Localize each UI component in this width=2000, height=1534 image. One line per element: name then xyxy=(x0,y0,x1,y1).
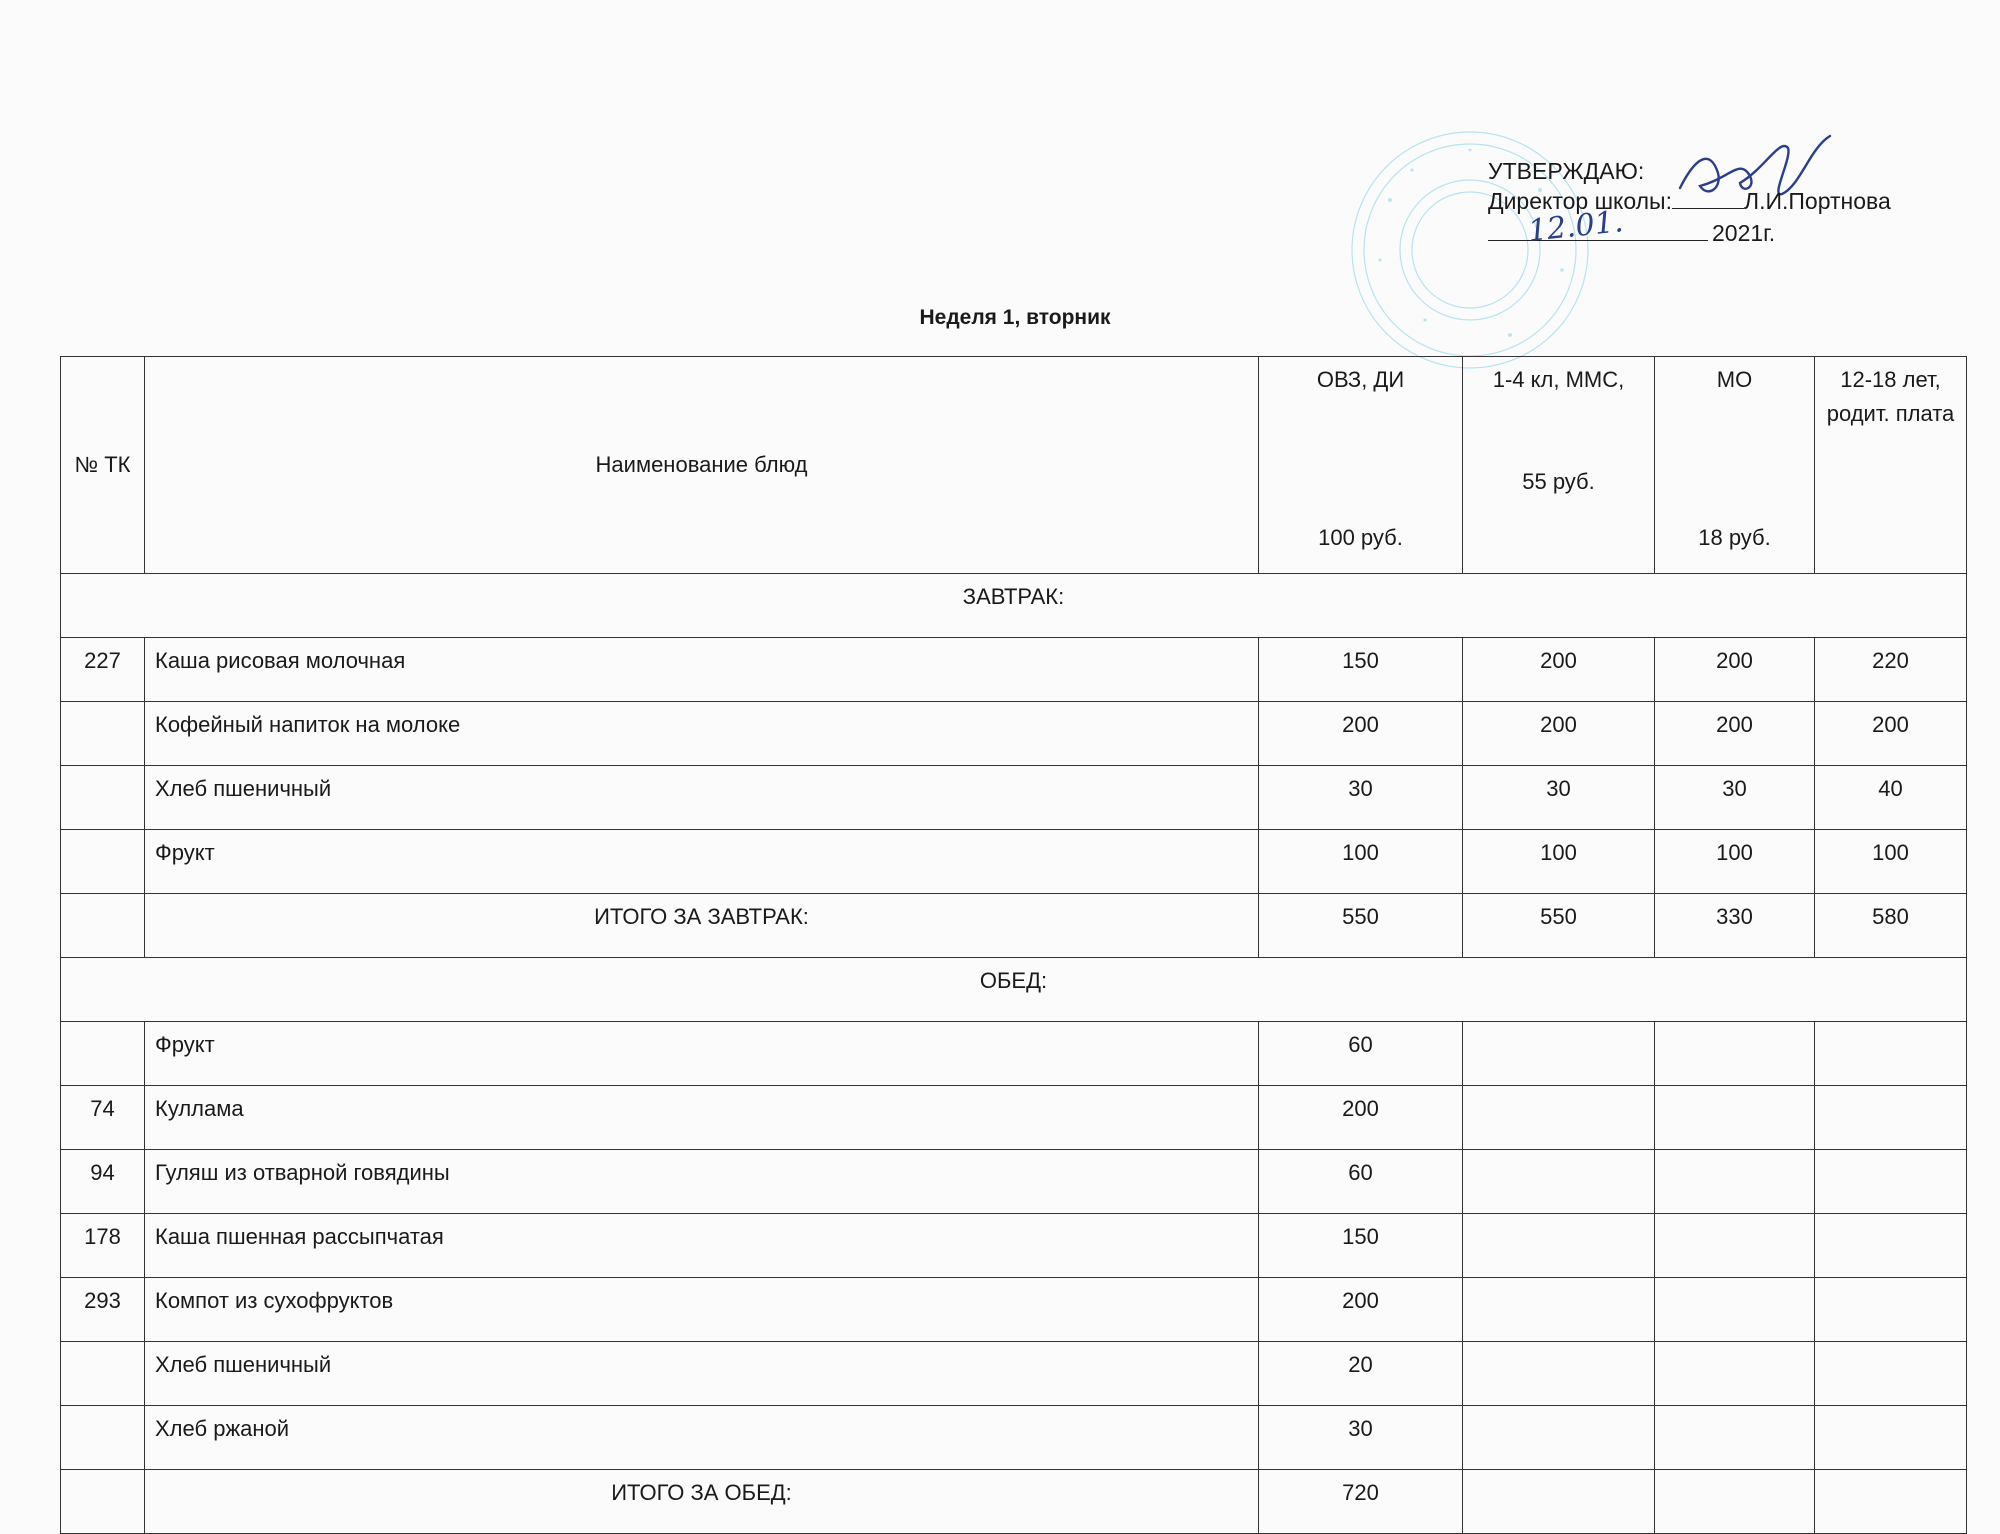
cell-12-18 xyxy=(1815,1406,1967,1470)
cell-tk: 227 xyxy=(61,638,145,702)
total-row-lunch xyxy=(61,1470,1967,1534)
cell-1-4: 30 xyxy=(1463,766,1655,830)
header-ovz xyxy=(1259,357,1463,574)
section-breakfast: ЗАВТРАК: xyxy=(61,574,1967,638)
cell-tk xyxy=(61,1406,145,1470)
header-1-4 xyxy=(1463,357,1655,574)
cell-dish: Компот из сухофруктов xyxy=(145,1278,1259,1342)
table-header-row xyxy=(61,357,1967,574)
cell-mo xyxy=(1655,1022,1815,1086)
breakfast-total-12-18: 580 xyxy=(1815,894,1967,958)
director-name: Л.И.Портнова xyxy=(1743,188,1891,214)
section-row-lunch xyxy=(61,958,1967,1022)
header-dish-name: Наименование блюд xyxy=(145,357,1259,574)
cell-tk: 94 xyxy=(61,1150,145,1214)
cell-tk: 74 xyxy=(61,1086,145,1150)
cell-dish: Хлеб пшеничный xyxy=(145,1342,1259,1406)
cell-1-4 xyxy=(1463,1150,1655,1214)
header-12-18-label: 12-18 лет, родит. плата xyxy=(1826,367,1955,426)
lunch-total-ovz: 720 xyxy=(1259,1470,1463,1534)
lunch-total-mo xyxy=(1655,1470,1815,1534)
cell-1-4: 200 xyxy=(1463,638,1655,702)
cell-tk: 178 xyxy=(61,1214,145,1278)
cell-12-18 xyxy=(1815,1150,1967,1214)
cell-dish: Гуляш из отварной говядины xyxy=(145,1150,1259,1214)
cell-mo: 200 xyxy=(1655,638,1815,702)
cell-tk-empty xyxy=(61,1470,145,1534)
lunch-total-12-18 xyxy=(1815,1470,1967,1534)
cell-mo: 100 xyxy=(1655,830,1815,894)
cell-ovz: 60 xyxy=(1259,1022,1463,1086)
cell-dish: Хлеб пшеничный xyxy=(145,766,1259,830)
breakfast-total-mo: 330 xyxy=(1655,894,1815,958)
handwritten-date: 12.01. xyxy=(1526,204,1625,249)
table-row xyxy=(61,1214,1967,1278)
cell-tk xyxy=(61,702,145,766)
cell-ovz: 20 xyxy=(1259,1342,1463,1406)
header-mo xyxy=(1655,357,1815,574)
breakfast-total-ovz: 550 xyxy=(1259,894,1463,958)
cell-mo xyxy=(1655,1086,1815,1150)
total-row-breakfast xyxy=(61,894,1967,958)
breakfast-total-1-4: 550 xyxy=(1463,894,1655,958)
table-row xyxy=(61,1150,1967,1214)
cell-1-4 xyxy=(1463,1022,1655,1086)
header-mo-label: МО xyxy=(1716,367,1753,392)
cell-mo xyxy=(1655,1214,1815,1278)
cell-tk xyxy=(61,1342,145,1406)
cell-ovz: 200 xyxy=(1259,1086,1463,1150)
approval-heading: УТВЕРЖДАЮ: xyxy=(1488,158,1645,184)
header-tk: № ТК xyxy=(61,357,145,574)
lunch-total-label: ИТОГО ЗА ОБЕД: xyxy=(145,1470,1259,1534)
cell-12-18 xyxy=(1815,1086,1967,1150)
cell-dish: Каша пшенная рассыпчатая xyxy=(145,1214,1259,1278)
table-row xyxy=(61,638,1967,702)
menu-table xyxy=(60,356,1967,1534)
cell-1-4 xyxy=(1463,1086,1655,1150)
cell-ovz: 200 xyxy=(1259,1278,1463,1342)
cell-mo xyxy=(1655,1150,1815,1214)
cell-mo: 200 xyxy=(1655,702,1815,766)
cell-dish: Кофейный напиток на молоке xyxy=(145,702,1259,766)
header-1-4-label: 1-4 кл, ММС, xyxy=(1492,367,1625,392)
cell-1-4 xyxy=(1463,1214,1655,1278)
cell-dish: Фрукт xyxy=(145,830,1259,894)
cell-ovz: 150 xyxy=(1259,1214,1463,1278)
cell-dish: Хлеб ржаной xyxy=(145,1406,1259,1470)
date-line xyxy=(1488,204,1891,249)
cell-1-4: 100 xyxy=(1463,830,1655,894)
cell-1-4 xyxy=(1463,1342,1655,1406)
header-ovz-price: 100 руб. xyxy=(1318,525,1403,550)
approval-year: 2021г. xyxy=(1712,220,1776,246)
cell-ovz: 30 xyxy=(1259,1406,1463,1470)
cell-12-18: 100 xyxy=(1815,830,1967,894)
cell-12-18: 40 xyxy=(1815,766,1967,830)
cell-12-18 xyxy=(1815,1342,1967,1406)
cell-tk xyxy=(61,1022,145,1086)
cell-12-18: 200 xyxy=(1815,702,1967,766)
lunch-total-1-4 xyxy=(1463,1470,1655,1534)
cell-mo: 30 xyxy=(1655,766,1815,830)
cell-1-4 xyxy=(1463,1278,1655,1342)
director-label: Директор школы: xyxy=(1488,188,1672,214)
cell-mo xyxy=(1655,1406,1815,1470)
cell-mo xyxy=(1655,1278,1815,1342)
cell-ovz: 150 xyxy=(1259,638,1463,702)
cell-12-18: 220 xyxy=(1815,638,1967,702)
cell-ovz: 60 xyxy=(1259,1150,1463,1214)
header-mo-price: 18 руб. xyxy=(1698,525,1771,550)
section-row-breakfast xyxy=(61,574,1967,638)
table-row xyxy=(61,1086,1967,1150)
header-1-4-price: 55 руб. xyxy=(1522,469,1595,494)
date-blank xyxy=(1488,204,1708,249)
cell-tk xyxy=(61,766,145,830)
table-row xyxy=(61,1406,1967,1470)
cell-dish: Каша рисовая молочная xyxy=(145,638,1259,702)
cell-12-18 xyxy=(1815,1278,1967,1342)
table-row xyxy=(61,1022,1967,1086)
table-row xyxy=(61,766,1967,830)
cell-tk xyxy=(61,830,145,894)
cell-ovz: 30 xyxy=(1259,766,1463,830)
signature-blank xyxy=(1672,188,1744,209)
header-12-18 xyxy=(1815,357,1967,574)
header-ovz-label: ОВЗ, ДИ xyxy=(1316,367,1405,392)
cell-ovz: 100 xyxy=(1259,830,1463,894)
table-row xyxy=(61,702,1967,766)
cell-1-4: 200 xyxy=(1463,702,1655,766)
table-row xyxy=(61,830,1967,894)
cell-1-4 xyxy=(1463,1406,1655,1470)
page-title: Неделя 1, вторник xyxy=(919,306,1111,329)
cell-tk: 293 xyxy=(61,1278,145,1342)
cell-tk-empty xyxy=(61,894,145,958)
cell-dish: Фрукт xyxy=(145,1022,1259,1086)
section-lunch: ОБЕД: xyxy=(61,958,1967,1022)
table-row xyxy=(61,1342,1967,1406)
cell-12-18 xyxy=(1815,1022,1967,1086)
cell-ovz: 200 xyxy=(1259,702,1463,766)
cell-dish: Куллама xyxy=(145,1086,1259,1150)
breakfast-total-label: ИТОГО ЗА ЗАВТРАК: xyxy=(145,894,1259,958)
cell-mo xyxy=(1655,1342,1815,1406)
approval-block xyxy=(1488,156,1891,248)
cell-12-18 xyxy=(1815,1214,1967,1278)
table-row xyxy=(61,1278,1967,1342)
